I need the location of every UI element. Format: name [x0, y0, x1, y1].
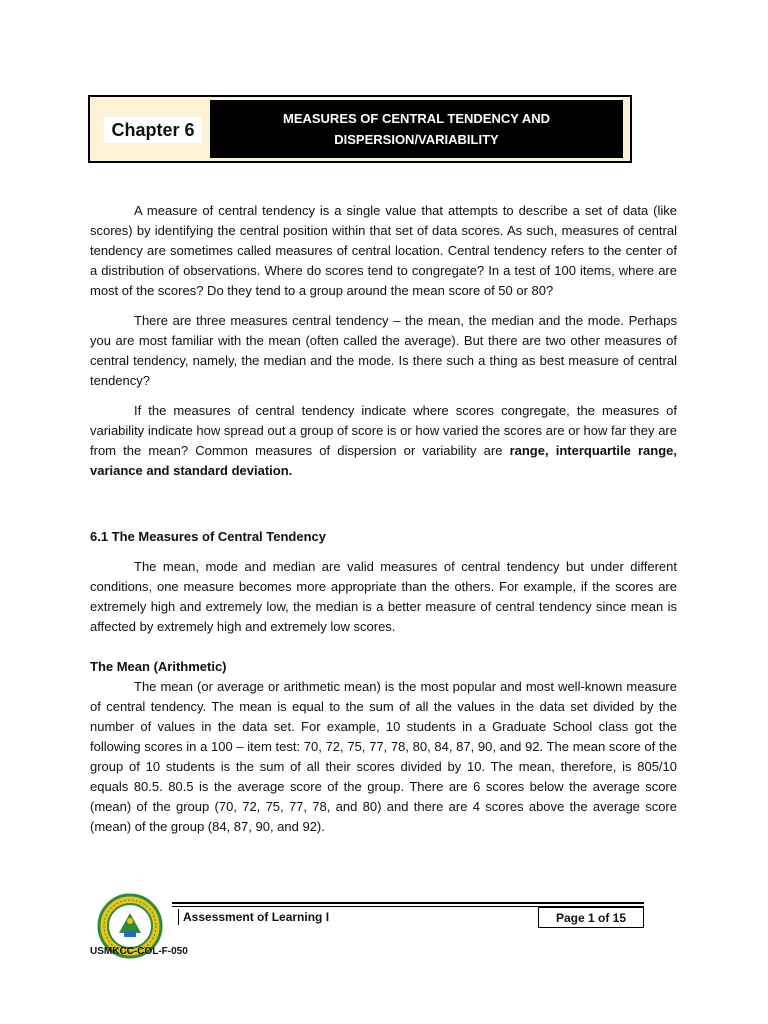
chapter-title-line-1: MEASURES OF CENTRAL TENDENCY AND	[282, 111, 550, 126]
mean-subheading: The Mean (Arithmetic)	[90, 659, 227, 674]
course-name: Assessment of Learning I	[178, 909, 329, 925]
page-number: Page 1 of 15	[538, 907, 644, 928]
section-heading: 6.1 The Measures of Central Tendency	[90, 529, 326, 544]
chapter-header	[88, 95, 632, 163]
page-body	[90, 201, 677, 837]
chapter-label: Chapter 6	[104, 117, 202, 143]
mean-paragraph: The mean (or average or arithmetic mean) is the most popular and most well-known measure of central tendency. The mean is equal to the sum of all the values in the data set divided by the number of values in the data set. For example, 10 students in a Graduate School class got the following scores in a 100 – item test: 70, 72, 75, 77, 78, 80, 84, 87, 90, and 92. The mean score of the group of 10 students is the sum of all their scores divided by 10. The mean, therefore, is 805/10 equals 80.5. 80.5 is the average score of the group. There are 6 scores below the average score (mean) of the group (70, 72, 75, 77, 78, and 80) and there are 4 scores above the average score (mean) of the group (84, 87, 90, and 92).	[90, 679, 677, 834]
intro-paragraph: A measure of central tendency is a single value that attempts to describe a set of data (like scores) by identifying the central position within that set of data scores. As such, measures of central tendency are sometimes called measures of central location. Central tendency refers to the center of a distribution of observations. Where do scores tend to congregate? In a test of 100 items, where are most of the scores? Do they tend to a group around the mean score of 50 or 80?	[90, 203, 677, 298]
form-code: USMKCC-COL-F-050	[90, 946, 188, 957]
variability-paragraph	[90, 401, 677, 481]
chapter-title-line-2: DISPERSION/VARIABILITY	[334, 132, 499, 147]
three-measures-paragraph: There are three measures central tendency – the mean, the median and the mode. Perhaps you are most familiar with the mean (often called the average). But there are two other measures of central tendency, namely, the median and the mode. Is there such a thing as best measure of central tendency?	[90, 313, 677, 388]
variability-text: If the measures of central tendency indicate where scores congregate, the measures of variability indicate how spread out a group of score is or how varied the scores are or how far they are from the mean? Common measures of dispersion or variability are	[90, 403, 677, 458]
variability-measures: range, interquartile range, variance and standard deviation.	[90, 443, 677, 478]
central-tendency-paragraph: The mean, mode and median are valid measures of central tendency but under different conditions, one measure becomes more appropriate than the others. For example, if the scores are extremely high and extremely low, the median is a better measure of central tendency since mean is affected by extremely high and extremely low scores.	[90, 559, 677, 634]
chapter-title	[210, 100, 623, 158]
